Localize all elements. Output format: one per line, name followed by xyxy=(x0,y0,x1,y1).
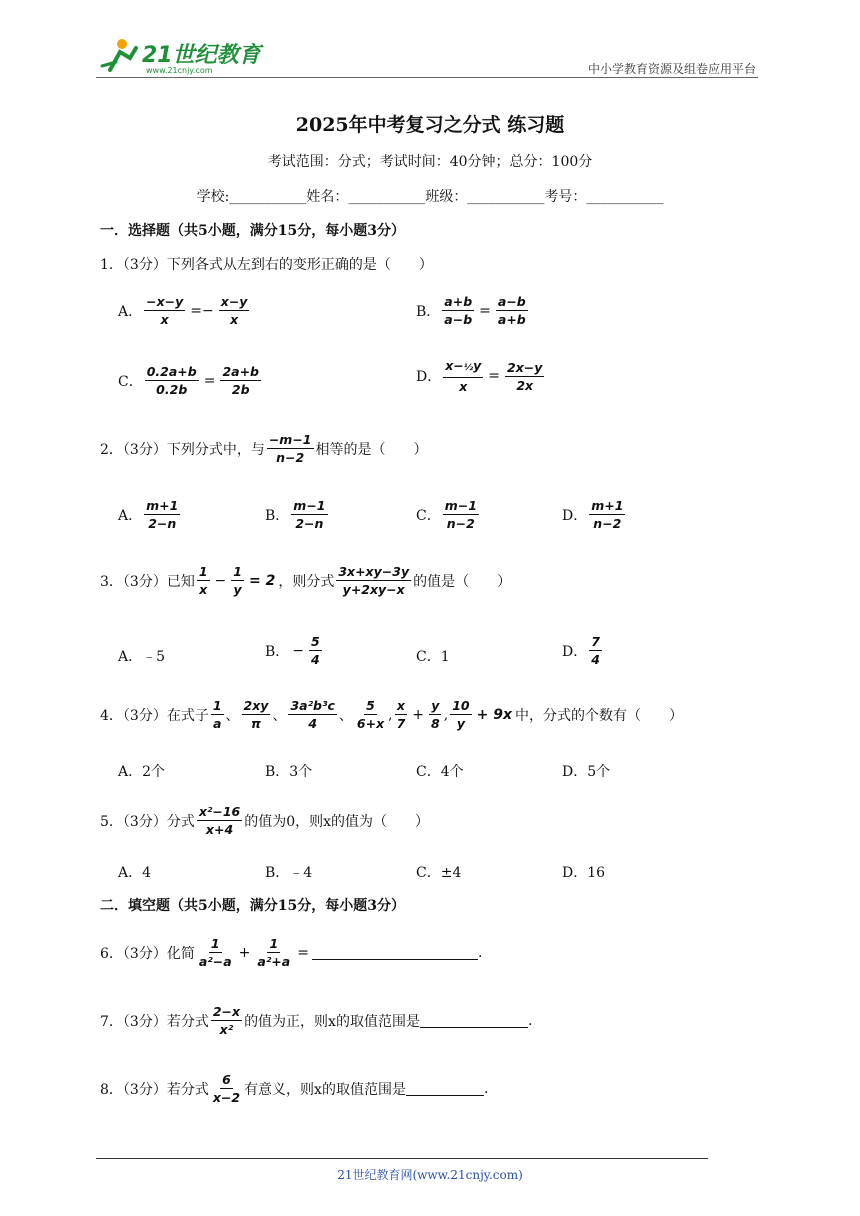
question-5-stem: 5．（3分）分式 $\frac{\text{x²−16}}{x+4}$ 的值为0，则x的值为（ ） xyxy=(100,804,430,837)
q4-option-c: C．4个 xyxy=(416,764,464,780)
q4-option-a: A．2个 xyxy=(118,764,166,780)
question-4-stem: 4．（3分）在式子 $\frac{1}{a}$ 、 $\frac{2xy}{\pi}$ 、 $\frac{\text{3a²b³c}}{4}$ 、 $\frac{5}{6+x}$ , $\frac{x}{7}$ + $\frac{y}{8}$ , $\frac{10}{y}$ + 9x 中，分式的个数有（ ） xyxy=(100,698,683,731)
site-logo xyxy=(96,36,266,76)
exam-subtitle: 考试范围：分式；考试时间：40分钟；总分：100分 xyxy=(267,154,593,170)
q5-option-d: D．16 xyxy=(562,865,606,881)
q4-option-b: B．3个 xyxy=(265,764,313,780)
q1-option-a: A． $\frac{-x-y}{x}$ =− $\frac{x-y}{x}$ xyxy=(118,294,248,327)
section-choice-heading: 一．选择题（共5小题，满分15分，每小题3分） xyxy=(100,223,405,239)
q1-option-d: D． $\frac{\text{x−½y}}{x}$ = $\frac{2x-y}{2x}$ xyxy=(416,358,543,394)
question-7-stem: 7．（3分）若分式 $\frac{2-x}{\text{x²}}$ 的值为正，则x的取值范围是 . xyxy=(100,1004,533,1037)
q5-option-a: A．4 xyxy=(118,865,152,881)
q3-option-b: B． − $\frac{5}{4}$ xyxy=(265,634,320,667)
footer-divider xyxy=(96,1158,708,1159)
student-info-line: 学校:___________姓名：___________班级：___________考号：___________ xyxy=(196,189,664,205)
question-3-stem: 3．（3分）已知 $\frac{1}{x}$ − $\frac{1}{y}$ = 2 ，则分式 $\frac{3x+xy-3y}{y+2xy-x}$ 的值是（ ） xyxy=(100,564,512,597)
q2-option-b: B． $\frac{m-1}{2-n}$ xyxy=(265,498,326,531)
question-2-stem: 2．（3分）下列分式中，与 $\frac{-m-1}{n-2}$ 相等的是（ ） xyxy=(100,432,428,465)
q6-answer-blank[interactable] xyxy=(312,945,478,960)
question-1-stem: 1．（3分）下列各式从左到右的变形正确的是（ ） xyxy=(100,257,433,273)
q2-option-a: A． $\frac{m+1}{2-n}$ xyxy=(118,498,179,531)
header-divider xyxy=(96,77,758,78)
q4-option-d: D．5个 xyxy=(562,764,611,780)
logo-text: 21世纪教育 xyxy=(142,43,261,68)
logo-url: www.21cnjy.com xyxy=(146,66,213,75)
q2-option-c: C． $\frac{m-1}{n-2}$ xyxy=(416,498,477,531)
q7-answer-blank[interactable] xyxy=(420,1013,528,1028)
q3-option-c: C．1 xyxy=(416,649,450,665)
header-platform-text: 中小学教育资源及组卷应用平台 xyxy=(587,62,756,76)
page-title: 2025年中考复习之分式 练习题 xyxy=(295,114,565,136)
q3-option-d: D． $\frac{7}{4}$ xyxy=(562,634,600,667)
footer-link[interactable]: 21世纪教育网(www.21cnjy.com) xyxy=(337,1168,523,1182)
q3-option-a: A．﹣5 xyxy=(118,649,166,665)
q1-option-b: B． $\frac{a+b}{a-b}$ = $\frac{a-b}{a+b}$ xyxy=(416,294,526,327)
q2-option-d: D． $\frac{m+1}{n-2}$ xyxy=(562,498,624,531)
q5-option-c: C．±4 xyxy=(416,865,462,881)
section-fill-heading: 二．填空题（共5小题，满分15分，每小题3分） xyxy=(100,898,405,914)
q5-option-b: B．﹣4 xyxy=(265,865,313,881)
question-6-stem: 6．（3分）化简 $\frac{1}{\text{a²−a}}$ + $\frac{1}{\text{a²+a}}$ = . xyxy=(100,936,483,969)
q8-answer-blank[interactable] xyxy=(406,1081,484,1096)
q1-option-c: C． $\frac{0.2a+b}{0.2b}$ = $\frac{2a+b}{2b}$ xyxy=(118,364,260,397)
question-8-stem: 8．（3分）若分式 $\frac{6}{x-2}$ 有意义，则x的取值范围是 . xyxy=(100,1072,489,1105)
